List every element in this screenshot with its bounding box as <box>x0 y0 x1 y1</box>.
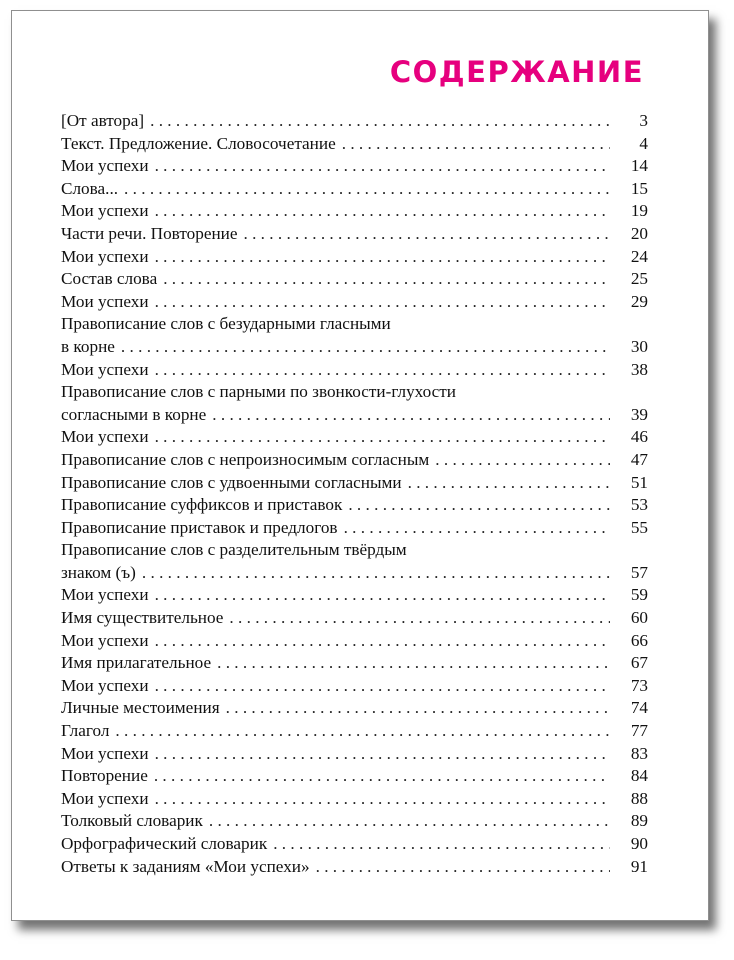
dot-leader <box>155 246 610 269</box>
toc-entry-title: Мои успехи <box>61 291 149 311</box>
toc-entry <box>61 743 648 766</box>
dot-leader <box>155 426 610 449</box>
toc-page-number: 39 <box>630 404 648 424</box>
dot-leader <box>348 494 610 517</box>
dot-leader <box>342 133 610 156</box>
toc-entry <box>61 268 648 291</box>
toc-page-number: 46 <box>630 427 648 447</box>
toc-page-number: 60 <box>630 608 648 628</box>
dot-leader <box>155 291 610 314</box>
dot-leader <box>154 765 610 788</box>
dot-leader <box>229 607 610 630</box>
toc-page-number: 53 <box>630 495 648 515</box>
toc-page-number: 51 <box>630 472 648 492</box>
toc-entry <box>61 246 648 269</box>
toc-entry <box>61 381 648 404</box>
toc-entry-title: Орфографический словарик <box>61 834 268 853</box>
toc-entry <box>61 449 648 472</box>
toc-entry-title: Повторение <box>61 766 148 786</box>
toc-entry-title: Правописание слов с разделительным твёрдым <box>61 540 407 560</box>
toc-entry-title: Части речи. Повторение <box>61 223 238 243</box>
toc-page-number: 83 <box>630 743 648 763</box>
toc-page-number: 25 <box>630 269 648 289</box>
toc-page-number: 20 <box>630 223 648 243</box>
page-title: СОДЕРЖАНИЕ <box>389 55 644 89</box>
toc-entry-title: Мои успехи <box>61 359 149 379</box>
dot-leader <box>273 833 610 856</box>
toc-entry <box>61 517 648 540</box>
dot-leader <box>155 200 610 223</box>
dot-leader <box>344 517 610 540</box>
dot-leader <box>217 652 610 675</box>
toc-entry <box>61 720 648 743</box>
toc-entry <box>61 359 648 382</box>
table-of-contents <box>61 110 648 878</box>
dot-leader <box>435 449 610 472</box>
toc-entry-title: Мои успехи <box>61 201 149 221</box>
dot-leader <box>212 404 610 427</box>
dot-leader <box>150 110 610 133</box>
toc-page-number: 29 <box>630 291 648 311</box>
dot-leader <box>316 856 610 879</box>
toc-entry-title: Состав слова <box>61 269 158 289</box>
toc-page-number: 77 <box>630 721 648 741</box>
toc-entry <box>61 223 648 246</box>
toc-entry-title: Мои успехи <box>61 788 149 808</box>
toc-entry <box>61 291 648 314</box>
toc-page-number: 59 <box>630 585 648 605</box>
toc-entry-title: Глагол <box>61 721 110 741</box>
toc-entry <box>61 584 648 607</box>
toc-page-number: 67 <box>630 653 648 673</box>
dot-leader <box>155 630 610 653</box>
toc-entry-title: Ответы к заданиям «Мои успехи» <box>61 856 310 876</box>
toc-page-number: 73 <box>630 675 648 695</box>
dot-leader <box>124 178 610 201</box>
dot-leader <box>155 584 610 607</box>
toc-entry-title: Правописание слов с удвоенными согласными <box>61 472 402 492</box>
dot-leader <box>155 675 610 698</box>
toc-entry <box>61 313 648 336</box>
toc-entry-title: Толковый словарик <box>61 811 203 831</box>
toc-entry-title: в корне <box>61 336 115 356</box>
toc-page-number: 24 <box>630 246 648 266</box>
dot-leader <box>155 743 610 766</box>
toc-entry-title: Правописание слов с безударными гласными <box>61 314 391 334</box>
toc-entry <box>61 630 648 653</box>
dot-leader <box>155 155 610 178</box>
toc-page-number: 30 <box>630 336 648 356</box>
toc-page-number: 47 <box>630 449 648 469</box>
toc-entry-title: Правописание слов с непроизносимым согласным <box>61 449 430 469</box>
toc-entry-title: Имя прилагательное <box>61 653 212 673</box>
dot-leader <box>226 697 610 720</box>
toc-page-number: 38 <box>630 359 648 379</box>
toc-entry <box>61 788 648 811</box>
toc-entry <box>61 426 648 449</box>
toc-entry <box>61 539 648 562</box>
toc-entry <box>61 200 648 223</box>
toc-entry-title: Личные местоимения <box>61 698 220 718</box>
toc-page-number: 15 <box>630 178 648 198</box>
toc-entry-title: Мои успехи <box>61 743 149 763</box>
toc-entry <box>61 494 648 517</box>
dot-leader <box>408 472 610 495</box>
toc-entry-title: Правописание приставок и предлогов <box>61 517 338 537</box>
toc-page-number: 89 <box>630 811 648 831</box>
toc-page-number: 66 <box>630 630 648 650</box>
toc-entry <box>61 472 648 495</box>
toc-page-number: 14 <box>630 156 648 176</box>
toc-entry <box>61 562 648 585</box>
toc-page-number: 4 <box>639 133 648 153</box>
book-page <box>11 10 709 921</box>
toc-entry <box>61 765 648 788</box>
toc-page-number: 90 <box>630 834 648 853</box>
toc-entry <box>61 336 648 359</box>
toc-entry-title: Мои успехи <box>61 246 149 266</box>
toc-entry-title: Мои успехи <box>61 675 149 695</box>
toc-entry-title: Мои успехи <box>61 630 149 650</box>
toc-entry <box>61 697 648 720</box>
toc-entry-title: Имя существительное <box>61 608 224 628</box>
toc-page-number: 74 <box>630 698 648 718</box>
toc-entry <box>61 675 648 698</box>
toc-entry <box>61 652 648 675</box>
toc-page-number: 55 <box>630 517 648 537</box>
dot-leader <box>155 359 610 382</box>
toc-entry-title: Текст. Предложение. Словосочетание <box>61 133 336 153</box>
toc-entry <box>61 155 648 178</box>
toc-page-number: 57 <box>630 562 648 582</box>
toc-page-number: 84 <box>630 766 648 786</box>
toc-page-number: 3 <box>639 111 648 130</box>
toc-entry <box>61 856 648 879</box>
toc-entry-title: знаком (ъ) <box>61 562 136 582</box>
dot-leader <box>243 223 610 246</box>
toc-entry-title: согласными в корне <box>61 404 207 424</box>
toc-entry-title: Слова... <box>61 178 119 198</box>
toc-page-number: 88 <box>630 788 648 808</box>
toc-entry-title: Правописание слов с парными по звонкости-глухости <box>61 382 456 402</box>
dot-leader <box>115 720 610 743</box>
toc-entry <box>61 110 648 133</box>
toc-entry <box>61 133 648 156</box>
toc-entry-title: [От автора] <box>61 111 145 130</box>
toc-entry-title: Мои успехи <box>61 585 149 605</box>
toc-page-number: 91 <box>630 856 648 876</box>
dot-leader <box>163 268 610 291</box>
toc-entry <box>61 810 648 833</box>
dot-leader <box>155 788 610 811</box>
toc-entry-title: Мои успехи <box>61 156 149 176</box>
dot-leader <box>209 810 610 833</box>
dot-leader <box>121 336 610 359</box>
dot-leader <box>142 562 610 585</box>
toc-entry <box>61 404 648 427</box>
toc-entry <box>61 833 648 856</box>
toc-entry-title: Правописание суффиксов и приставок <box>61 495 343 515</box>
toc-page-number: 19 <box>630 201 648 221</box>
toc-entry <box>61 607 648 630</box>
toc-entry-title: Мои успехи <box>61 427 149 447</box>
toc-entry <box>61 178 648 201</box>
